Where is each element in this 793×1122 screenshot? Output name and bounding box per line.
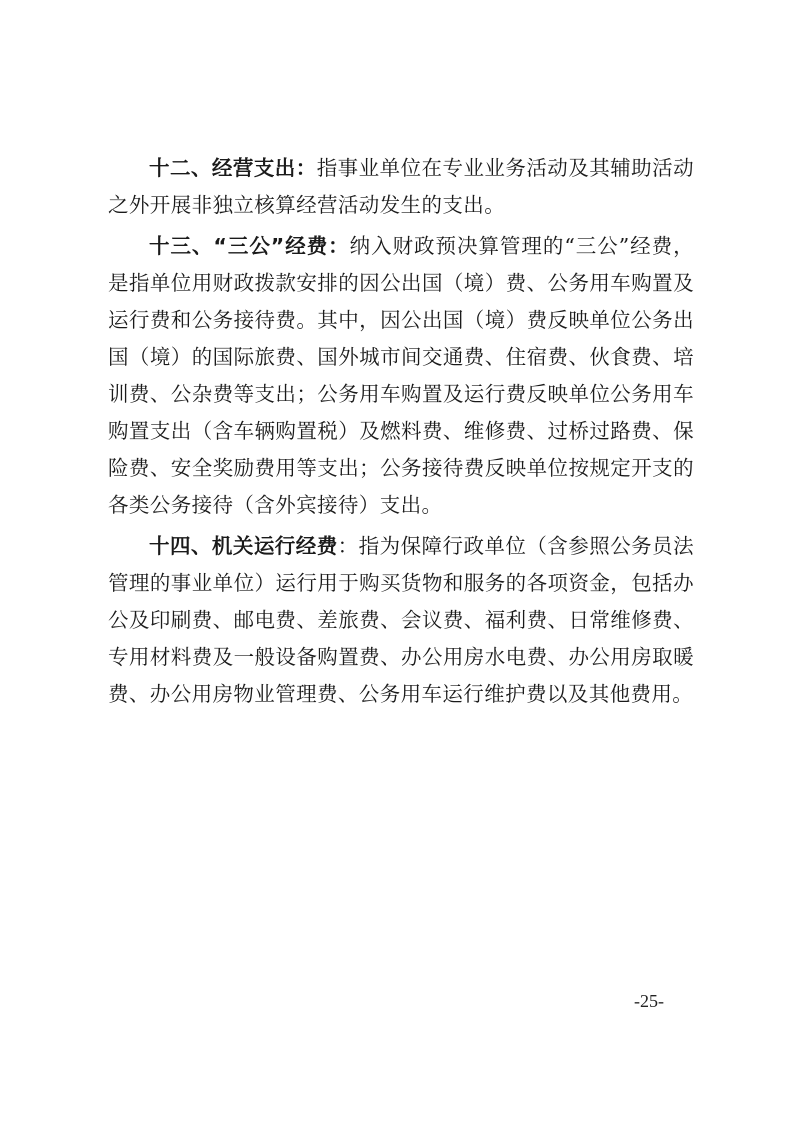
section-body: 指为保障行政单位（含参照公务员法管理的事业单位）运行用于购买货物和服务的各项资金，包括办公及印刷费、邮电费、差旅费、会议费、福利费、日常维修费、专用材料费及一般设备购置费、办公用房水电费、办公用房取暖费、办公用房物业管理费、公务用车运行维护费以及其他费用。 [108, 534, 694, 706]
section-term: 十二、经营支出 [149, 156, 296, 180]
section-term-separator: ： [337, 534, 359, 558]
section-operating-expenditure [108, 150, 694, 224]
section-body: 指事业单位在专业业务活动及其辅助活动之外开展非独立核算经营活动发生的支出。 [108, 156, 694, 217]
section-agency-operating-funds [108, 528, 694, 713]
section-term-separator: ： [295, 156, 317, 180]
section-term: 十四、机关运行经费 [149, 534, 338, 558]
section-body: 纳入财政预决算管理的“三公”经费，是指单位用财政拨款安排的因公出国（境）费、公务用车购置及运行费和公务接待费。其中，因公出国（境）费反映单位公务出国（境）的国际旅费、国外城市间交通费、住宿费、伙食费、培训费、公杂费等支出；公务用车购置及运行费反映单位公务用车购置支出（含车辆购置税）及燃料费、维修费、过桥过路费、保险费、安全奖励费用等支出；公务接待费反映单位按规定开支的各类公务接待（含外宾接待）支出。 [108, 234, 694, 517]
section-term: 十三、“三公”经费 [149, 234, 329, 258]
section-term-separator: ： [328, 234, 350, 258]
page-number: -25- [634, 991, 664, 1011]
page-content [108, 150, 694, 717]
section-three-public-expenses [108, 228, 694, 524]
